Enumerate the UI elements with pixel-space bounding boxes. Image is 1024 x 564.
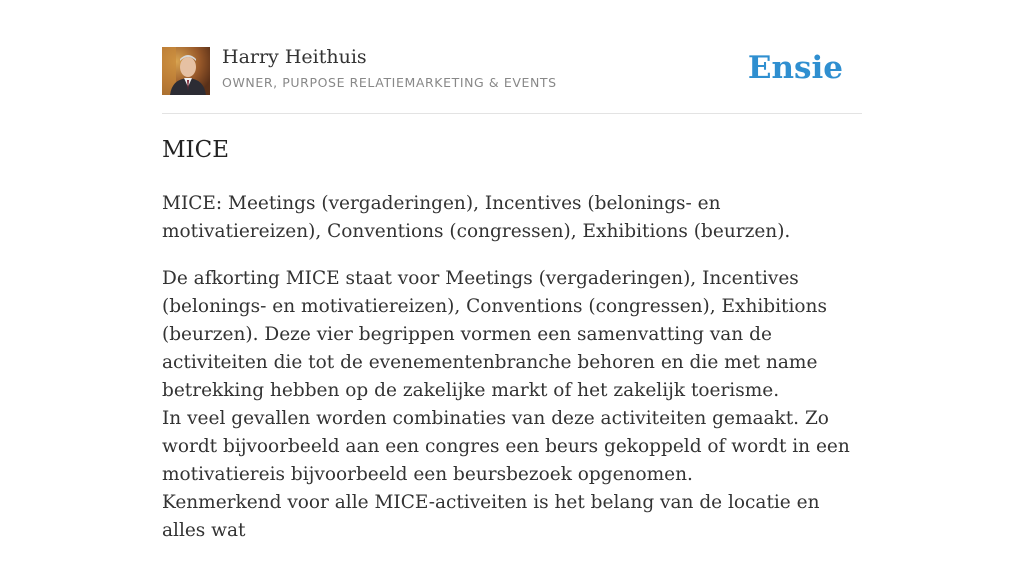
header-divider <box>162 113 862 114</box>
author-role: OWNER, PURPOSE RELATIEMARKETING & EVENTS <box>222 75 557 90</box>
article-summary: MICE: Meetings (vergaderingen), Incentives (belonings- en motivatiereizen), Conventions (congressen), Exhibitions (beurzen). <box>162 193 791 242</box>
person-photo-icon <box>162 47 210 95</box>
author-avatar[interactable] <box>162 47 210 95</box>
article-body: De afkorting MICE staat voor Meetings (vergaderingen), Incentives (belonings- en motivatiereizen), Conventions (congressen), Exhibitions (beurzen). Deze vier begrippen vormen een samenvatting van de activiteiten die tot de evenementenbranche behoren en die met name betrekking hebben op de zakelijke markt of het zakelijk toerisme. In veel gevallen worden combinaties van deze activiteiten gemaakt. Zo wordt bijvoorbeeld aan een congres een beurs gekoppeld of wordt in een motivatiereis bijvoorbeeld een beursbezoek opgenomen. Kenmerkend voor alle MICE-activeiten is het belang van de locatie en alles wat <box>162 268 850 541</box>
author-header <box>162 46 862 96</box>
author-name[interactable]: Harry Heithuis <box>222 46 367 68</box>
article-title: MICE <box>162 137 230 163</box>
ensie-logo[interactable]: Ensie <box>747 50 843 86</box>
article-content <box>162 190 862 564</box>
